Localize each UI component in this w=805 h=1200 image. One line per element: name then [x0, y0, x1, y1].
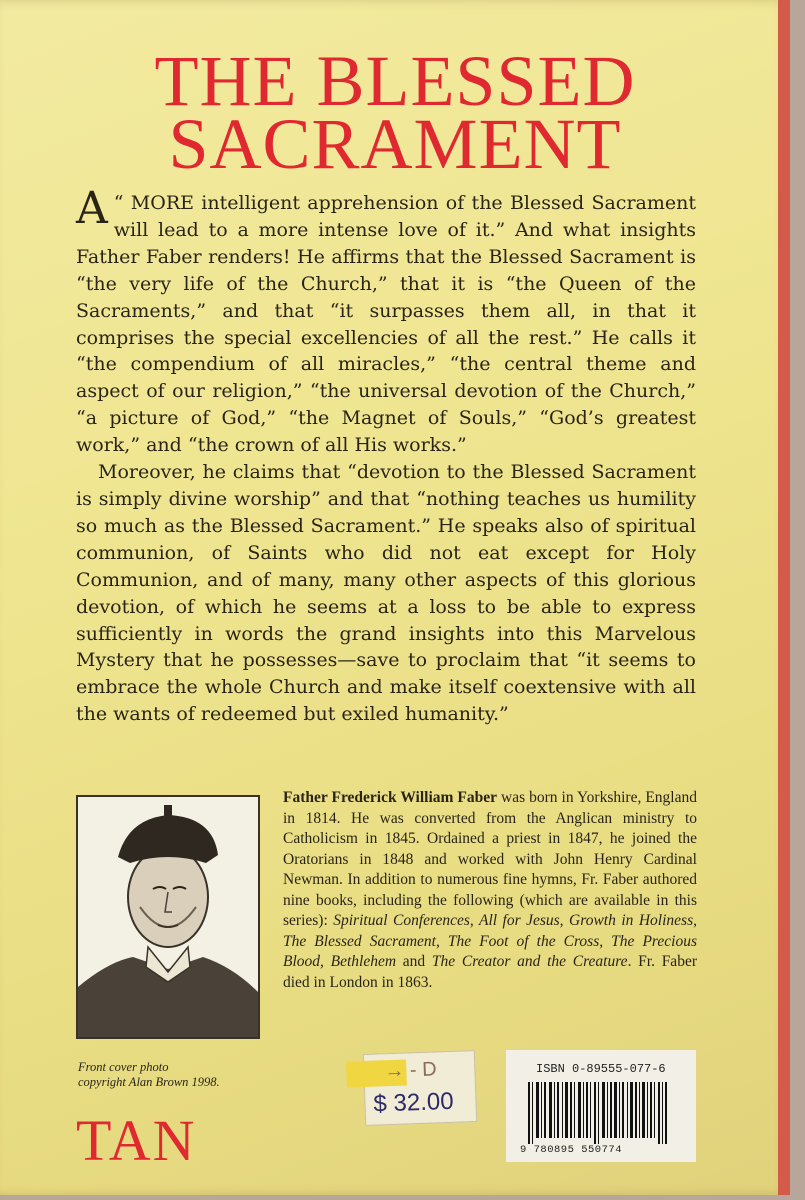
bio-book-last: The Creator and the Creature [431, 953, 628, 970]
portrait-engraving-icon [78, 797, 258, 1037]
barcode-number: 9 780895 550774 [520, 1144, 623, 1156]
barcode-icon [528, 1082, 678, 1144]
photo-credit [78, 1060, 220, 1090]
description-paragraph-2: Moreover, he claims that “devotion to the Blessed Sacrament is simply divine worship” and that “nothing teaches us humility so much as the Blessed Sacrament.” He speaks also of spiritual communion, of Saints who did not eat except for Holy Communion, and of many, many other aspects of this glorious devotion, of which he seems at a loss to be able to express sufficiently in words the grand insights into this Marvelous Mystery that he possesses—save to proclaim that “it seems to embrace the whole Church and make itself coextensive with all the wants of redeemed but exiled humanity.” [76, 461, 696, 726]
author-bio [283, 788, 697, 993]
description-paragraph-1 [76, 183, 696, 459]
bio-text-2: . Fr. Faber died in London in 1863. [283, 953, 697, 991]
author-portrait [76, 795, 260, 1039]
price-value: $ 32.00 [373, 1087, 455, 1118]
bio-and: and [396, 953, 432, 970]
bio-text-1: was born in Yorkshire, England in 1814. He was converted from the Anglican ministry to Catholicism in 1845. Ordained a priest in 1847, he joined the Oratorians in 1848 and worked with John Henry Cardinal Newman. In addition to numerous fine hymns, Fr. Faber authored nine books, including the following (which are available in this series): [283, 789, 697, 929]
bio-books: Spiritual Conferences, All for Jesus, Growth in Holiness, The Blessed Sacrament, The Foot of the Cross, The Precious Blood, Bethlehem [283, 912, 697, 970]
price-sticker [363, 1050, 477, 1126]
isbn-label: ISBN 0-89555-077-6 [536, 1062, 666, 1076]
paragraph-1-text: MORE intelligent apprehension of the Blessed Sacrament will lead to a more intense love of it.” And what insights Father Faber renders! He affirms that the Blessed Sacrament is “the very life of the Church,” that it is “the Queen of the Sacraments,” and that “it surpasses them all, in that it comprises the special excellencies of all the rest.” He calls it “the compendium of all miracles,” “the central theme and aspect of our religion,” “the universal devotion of the Church,” “a picture of God,” “the Magnet of Souls,” “God’s greatest work,” and “the crown of all His works.” [76, 192, 696, 457]
book-title-line1: THE BLESSED [154, 41, 636, 121]
photo-credit-line1: Front cover photo [78, 1060, 169, 1074]
price-handwritten: → - D [384, 1058, 437, 1083]
barcode-area [506, 1050, 696, 1162]
opening-quote: “ [113, 192, 124, 214]
author-name: Father Frederick William Faber [283, 789, 498, 806]
description [76, 183, 696, 728]
photo-credit-line2: copyright Alan Brown 1998. [78, 1075, 220, 1089]
book-title-line2: SACRAMENT [168, 104, 622, 184]
drop-cap: A [76, 183, 108, 234]
publisher-logo: TAN [76, 1108, 197, 1173]
